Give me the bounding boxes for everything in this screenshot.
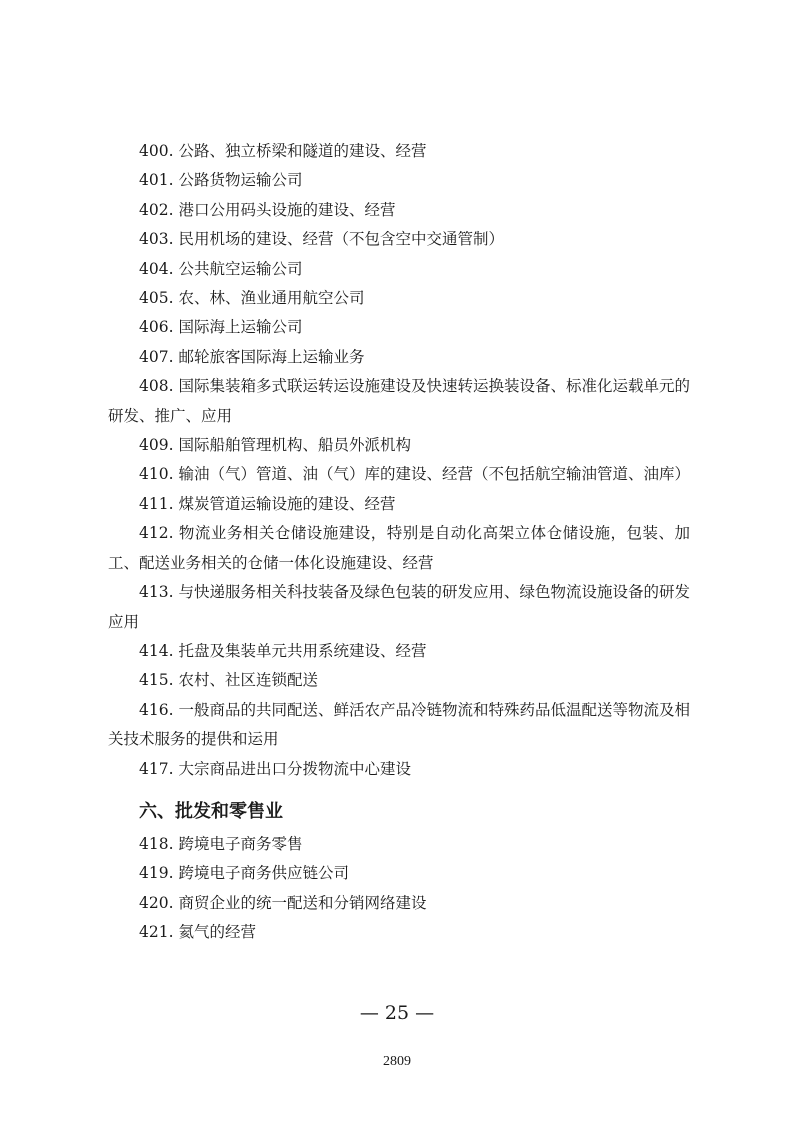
list-item: 409. 国际船舶管理机构、船员外派机构 bbox=[139, 436, 411, 455]
list-item: 416. 一般商品的共同配送、鲜活农产品冷链物流和特殊药品低温配送等物流及相关技术服务的提供和运用 bbox=[108, 700, 690, 749]
list-item: 412. 物流业务相关仓储设施建设，特别是自动化高架立体仓储设施，包装、加工、配送业务相关的仓储一体化设施建设、经营 bbox=[108, 524, 690, 572]
list-item: 410. 输油（气）管道、油（气）库的建设、经营（不包括航空输油管道、油库） bbox=[139, 465, 690, 484]
page-number: — 25 — bbox=[359, 1002, 435, 1024]
list-item: 415. 农村、社区连锁配送 bbox=[139, 671, 318, 690]
footer-code: 2809 bbox=[383, 1054, 411, 1069]
list-item: 414. 托盘及集装单元共用系统建设、经营 bbox=[139, 641, 427, 660]
list-item: 404. 公共航空运输公司 bbox=[139, 259, 303, 278]
list-item: 406. 国际海上运输公司 bbox=[139, 318, 303, 337]
list-item: 421. 氦气的经营 bbox=[139, 923, 256, 942]
list-item: 419. 跨境电子商务供应链公司 bbox=[139, 864, 349, 883]
list-item: 413. 与快递服务相关科技装备及绿色包装的研发应用、绿色物流设施设备的研发应用 bbox=[108, 583, 690, 631]
list-item: 418. 跨境电子商务零售 bbox=[139, 834, 303, 853]
item-list bbox=[108, 830, 690, 948]
list-item: 402. 港口公用码头设施的建设、经营 bbox=[139, 200, 396, 219]
item-list bbox=[108, 137, 690, 784]
list-item: 411. 煤炭管道运输设施的建设、经营 bbox=[139, 494, 396, 513]
section-heading: 六、批发和零售业 bbox=[139, 800, 283, 822]
list-item: 408. 国际集装箱多式联运转运设施建设及快速转运换装设备、标准化运载单元的研发、推广、应用 bbox=[108, 377, 690, 425]
list-item: 405. 农、林、渔业通用航空公司 bbox=[139, 289, 365, 308]
document-body bbox=[108, 137, 690, 948]
list-item: 403. 民用机场的建设、经营（不包含空中交通管制） bbox=[139, 230, 504, 249]
list-item: 401. 公路货物运输公司 bbox=[139, 171, 303, 190]
list-item: 420. 商贸企业的统一配送和分销网络建设 bbox=[139, 893, 427, 912]
list-item: 407. 邮轮旅客国际海上运输业务 bbox=[139, 347, 365, 366]
list-item: 417. 大宗商品进出口分拨物流中心建设 bbox=[139, 759, 411, 778]
list-item: 400. 公路、独立桥梁和隧道的建设、经营 bbox=[139, 142, 427, 160]
